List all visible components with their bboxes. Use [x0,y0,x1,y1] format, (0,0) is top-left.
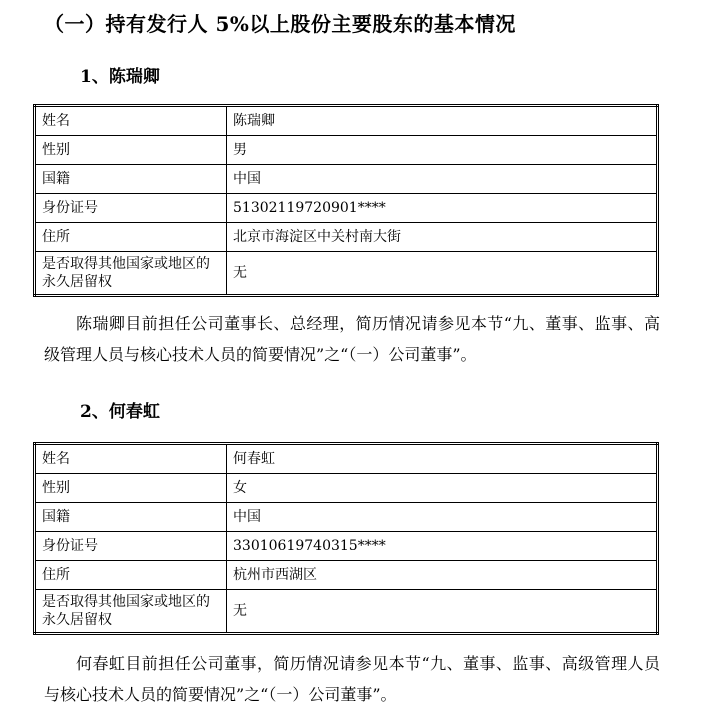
label-residence: 住所 [35,223,227,252]
value-name: 陈瑞卿 [227,106,658,136]
value-gender: 男 [227,136,658,165]
label-gender: 性别 [35,136,227,165]
shareholder-1-table [33,104,659,297]
value-residence: 杭州市西湖区 [227,561,658,590]
table-row [35,223,658,252]
label-permanent-residency: 是否取得其他国家或地区的永久居留权 [35,590,227,634]
table-row [35,532,658,561]
value-gender: 女 [227,474,658,503]
shareholder-1-title: 1、陈瑞卿 [80,67,160,87]
label-gender: 性别 [35,474,227,503]
label-id-number: 身份证号 [35,532,227,561]
value-residence: 北京市海淀区中关村南大街 [227,223,658,252]
shareholder-2-table [33,442,659,635]
value-id-number: 51302119720901**** [227,194,658,223]
table-row [35,503,658,532]
table-row [35,474,658,503]
table-row [35,444,658,474]
value-nationality: 中国 [227,165,658,194]
shareholder-2-title: 2、何春虹 [80,402,160,422]
shareholder-1-description: 陈瑞卿目前担任公司董事长、总经理，简历情况请参见本节“九、董事、监事、高级管理人员与核心技术人员的简要情况”之“（一）公司董事”。 [44,314,660,364]
value-nationality: 中国 [227,503,658,532]
table-row [35,194,658,223]
table-row [35,165,658,194]
table-row [35,136,658,165]
table-row [35,106,658,136]
table-row [35,561,658,590]
label-nationality: 国籍 [35,165,227,194]
section-heading: （一）持有发行人 5%以上股份主要股东的基本情况 [44,12,516,36]
shareholder-2-description: 何春虹目前担任公司董事，简历情况请参见本节“九、董事、监事、高级管理人员与核心技术人员的简要情况”之“（一）公司董事”。 [44,654,660,704]
label-residence: 住所 [35,561,227,590]
value-name: 何春虹 [227,444,658,474]
label-nationality: 国籍 [35,503,227,532]
value-id-number: 33010619740315**** [227,532,658,561]
label-name: 姓名 [35,444,227,474]
value-permanent-residency: 无 [227,590,658,634]
table-row [35,590,658,634]
label-name: 姓名 [35,106,227,136]
table-row [35,252,658,296]
label-id-number: 身份证号 [35,194,227,223]
label-permanent-residency: 是否取得其他国家或地区的永久居留权 [35,252,227,296]
value-permanent-residency: 无 [227,252,658,296]
